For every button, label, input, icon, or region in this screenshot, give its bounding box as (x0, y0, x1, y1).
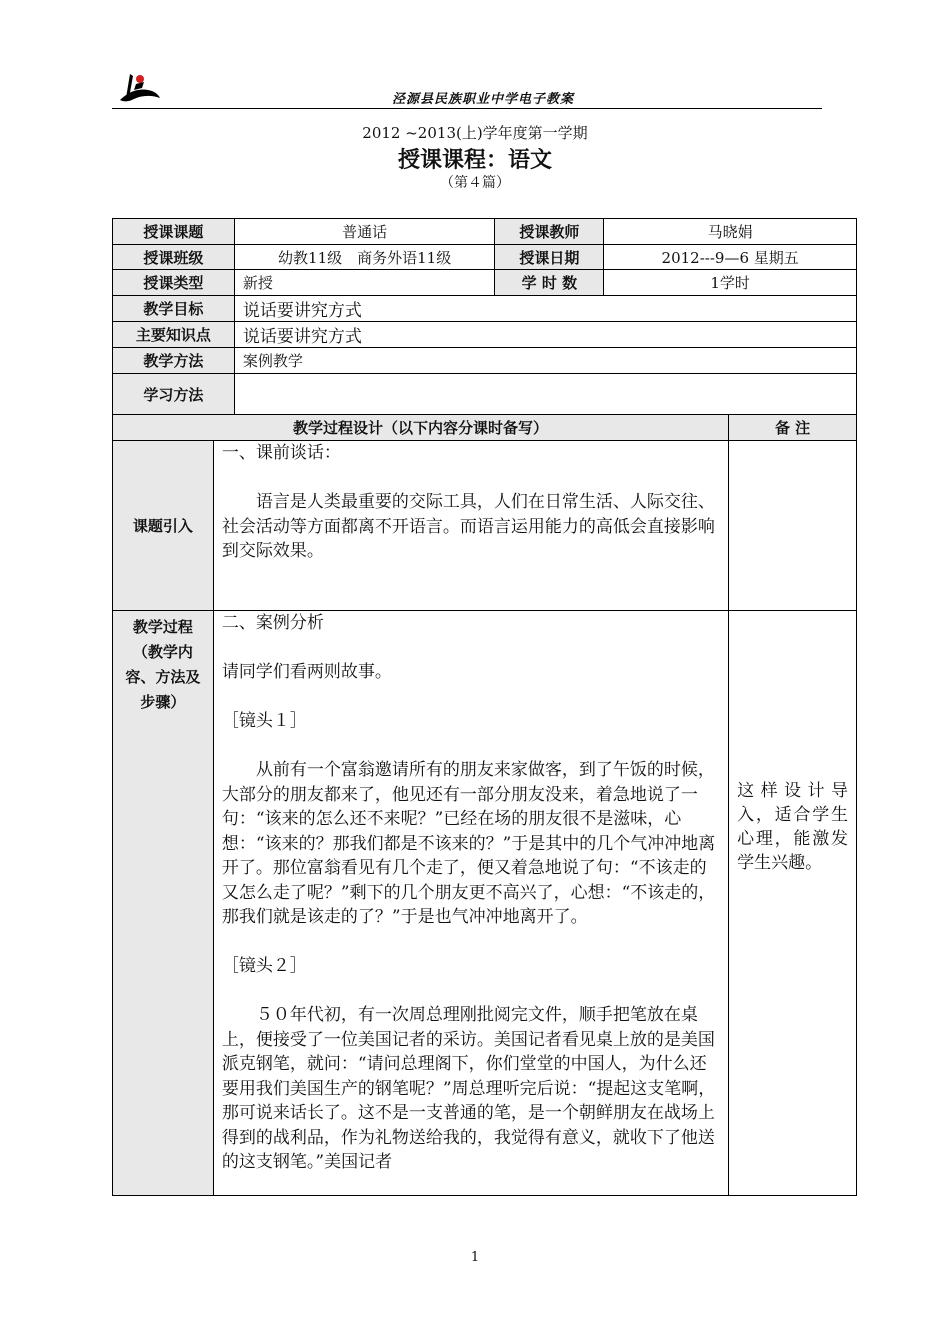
process-label-line4: 步骤） (140, 693, 186, 711)
lesson-info-table (112, 218, 857, 415)
school-name: 泾源县民族职业中学电子教案 (392, 92, 575, 107)
hours-label: 学 时 数 (495, 270, 604, 296)
topic-value: 普通话 (234, 219, 495, 245)
process-label (113, 611, 214, 1196)
chapter-number: （第４篇） (440, 175, 510, 191)
shot1-title: ［镜头１］ (221, 711, 307, 731)
course-title: 授课课程：语文 (397, 147, 552, 173)
process-label-line2: （教学内 (132, 643, 193, 661)
teacher-value: 马晓娟 (604, 219, 857, 245)
study-value (234, 374, 856, 415)
process-label-line1: 教学过程 (132, 618, 193, 636)
study-label: 学习方法 (113, 374, 235, 415)
page-number: 1 (470, 1250, 480, 1265)
header-divider (112, 108, 822, 109)
type-label: 授课类型 (113, 270, 235, 296)
shot2-title: ［镜头２］ (221, 956, 307, 976)
goal-value: 说话要讲究方式 (234, 296, 856, 322)
shot2-text: ５０年代初，有一次周总理刚批阅完文件，顺手把笔放在桌上，便接受了一位美国记者的采访。美国记者看见桌上放的是美国派克钢笔，就问：“请问总理阁下，你们堂堂的中国人，为什么还要用我们美国生产的钢笔呢？”周总理听完后说：“提起这支笔啊，那可说来话长了。这不是一支普通的笔，是一个朝鲜朋友在战场上得到的战利品，作为礼物送给我的，我觉得有意义，就收下了他送的这支钢笔。”美国记者 (221, 1005, 716, 1172)
term-title: 2012 ~2013(上)学年度第一学期 (362, 124, 588, 142)
date-value: 2012---9—6 星期五 (604, 245, 857, 270)
teaching-process-table (112, 414, 857, 1196)
type-value: 新授 (234, 270, 495, 296)
class-value: 幼教11级 商务外语11级 (234, 245, 495, 270)
method-value: 案例教学 (234, 348, 856, 374)
process-remark: 这样设计导入，适合学生心理，能激发学生兴趣。 (737, 781, 848, 873)
intro-label: 课题引入 (113, 441, 214, 611)
knowledge-label: 主要知识点 (113, 322, 235, 348)
shot1-text: 从前有一个富翁邀请所有的朋友来家做客，到了午饭的时候，大部分的朋友都来了，他见还有一部分朋友没来，着急地说了一句：“该来的怎么还不来呢？”已经在场的朋友很不是滋味，心想：“该来的？那我们都是不该来的？”于是其中的几个气冲冲地离开了。那位富翁看见有几个走了，便又着急地说了句：“不该走的又怎么走了呢？”剩下的几个朋友更不高兴了，心想：“不该走的，那我们就是该走的了？”于是也气冲冲地离开了。 (221, 760, 716, 927)
class-label: 授课班级 (113, 245, 235, 270)
knowledge-value: 说话要讲究方式 (234, 322, 856, 348)
method-label: 教学方法 (113, 348, 235, 374)
date-label: 授课日期 (495, 245, 604, 270)
intro-remark (729, 441, 857, 611)
remark-header: 备 注 (729, 415, 857, 441)
case-analysis-heading: 二、案例分析 (221, 613, 324, 633)
topic-label: 授课课题 (113, 219, 235, 245)
teacher-label: 授课教师 (495, 219, 604, 245)
process-content (213, 611, 728, 1196)
intro-heading: 一、课前谈话： (221, 443, 341, 463)
goal-label: 教学目标 (113, 296, 235, 322)
process-remark-cell (729, 611, 857, 1196)
intro-content (213, 441, 728, 611)
process-header: 教学过程设计（以下内容分课时备写） (113, 415, 729, 441)
school-logo-icon (118, 70, 162, 104)
case-prompt: 请同学们看两则故事。 (221, 662, 392, 682)
intro-text: 语言是人类最重要的交际工具，人们在日常生活、人际交往、社会活动等方面都离不开语言。而语言运用能力的高低会直接影响到交际效果。 (221, 492, 715, 561)
hours-value: 1学时 (604, 270, 857, 296)
process-label-line3: 容、方法及 (125, 668, 201, 686)
